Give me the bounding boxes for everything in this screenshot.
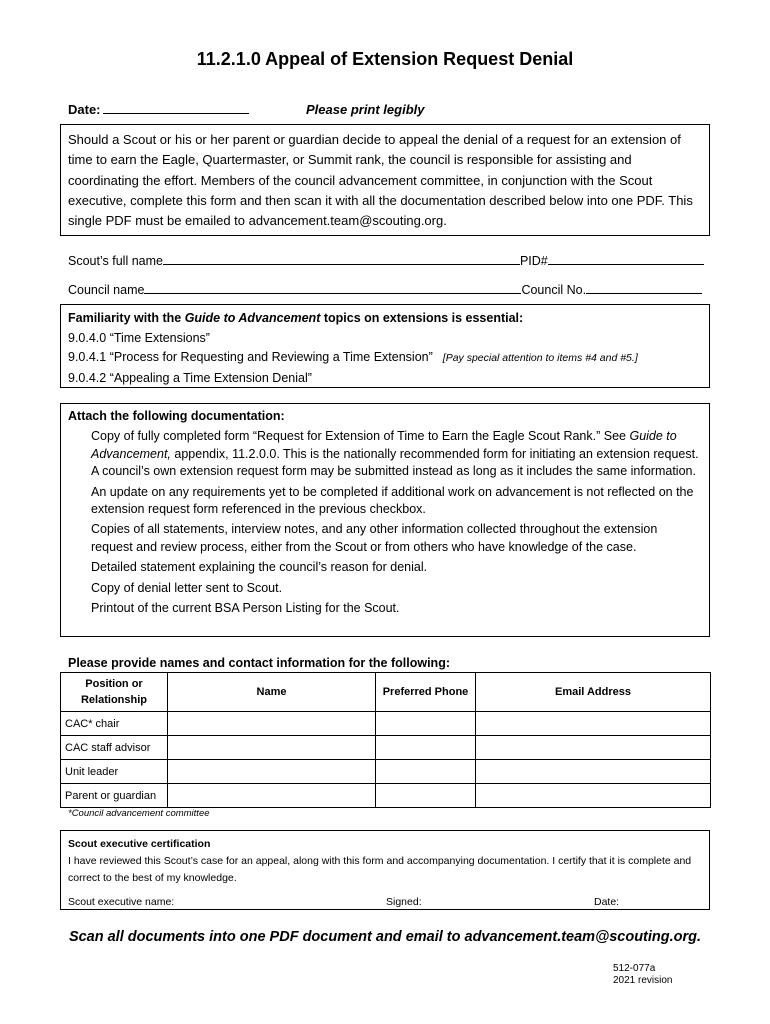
scan-instructions: Scan all documents into one PDF document and email to advancement.team@scouting.org. [68,929,702,945]
email-cell[interactable] [476,784,711,808]
date-field [68,102,249,117]
council-name-field [68,281,702,297]
intro-text: Should a Scout or his or her parent or guardian decide to appeal the denial of a request for an extension of time to earn the Eagle, Quartermaster, or Summit rank, the council is responsible for assisting and coordinating the effort. Members of the council advancement committee, in conjunction with the Scout executive, complete this form and then scan it with all the documentation described below into one PDF. This single PDF must be emailed to advancement.team@scouting.org. [68,132,693,229]
row-label: CAC* chair [61,712,168,736]
table-row [61,760,711,784]
contacts-table [60,672,711,808]
guide-title: Guide to Advancement, [91,429,677,461]
certification-heading: Scout executive certification [68,838,211,850]
form-number: 512-077a [613,963,656,974]
pid-label: PID# [519,254,548,268]
table-header-row [61,673,711,712]
scout-name-field [68,252,704,268]
date-label: Date: [68,102,101,117]
date-input-line[interactable] [103,102,249,114]
topic-item: 9.0.4.2 “Appealing a Time Extension Denial” [68,370,312,385]
council-name-line[interactable] [144,281,521,294]
table-row [61,712,711,736]
form-number-block [613,963,672,987]
scout-name-label: Scout’s full name [68,254,163,268]
certification-text: I have reviewed this Scout’s case for an appeal, along with this form and accompanying documentation. I certify that it is complete and correct to the best of my knowledge. [68,855,692,884]
contacts-heading: Please provide names and contact information for the following: [68,656,450,670]
attachment-item[interactable]: Detailed statement explaining the council’s reason for denial. [91,560,428,575]
intro-box [60,124,710,236]
attachment-item[interactable]: Copy of denial letter sent to Scout. [91,580,283,595]
topic-item: 9.0.4.0 “Time Extensions” [68,330,210,345]
guide-title: Guide to Advancement [184,311,321,325]
footnote: *Council advancement committee [68,808,210,819]
phone-cell[interactable] [376,712,476,736]
certification-box [60,830,710,910]
attachments-heading: Attach the following documentation: [68,409,285,423]
signature-row [68,894,702,911]
page-title: 11.2.1.0 Appeal of Extension Request Denial [196,49,574,69]
attachments-box [60,403,710,637]
column-header: Position or Relationship [61,673,168,712]
attachment-item[interactable]: Printout of the current BSA Person Listing for the Scout. [91,601,400,616]
council-name-label: Council name [68,283,145,297]
row-label: Parent or guardian [61,784,168,808]
column-header: Name [168,673,376,712]
executive-name-label[interactable]: Scout executive name: [68,896,175,908]
scout-name-line[interactable] [163,252,520,265]
topic-item [68,348,702,369]
email-cell[interactable] [476,736,711,760]
column-header: Email Address [476,673,711,712]
familiarity-box [60,304,710,388]
name-cell[interactable] [168,760,376,784]
council-no-label: Council No. [521,283,587,297]
pid-line[interactable] [548,252,704,265]
name-cell[interactable] [168,712,376,736]
attachment-item[interactable]: Copies of all statements, interview notes, and any other information collected throughout the extension request and review process, either from the Scout or from others who have knowledge of the case. [91,522,658,554]
phone-cell[interactable] [376,736,476,760]
table-row [61,736,711,760]
familiarity-heading [68,309,702,329]
row-label: Unit leader [61,760,168,784]
email-cell[interactable] [476,712,711,736]
attachment-item[interactable]: An update on any requirements yet to be completed if additional work on advancement is not reflected on the extension request form referenced in the previous checkbox. [91,484,694,517]
attachment-text: Copy of fully completed form “Request for Extension of Time to Earn the Eagle Scout Rank.” See [91,429,630,444]
attachment-item[interactable] [68,428,702,480]
familiarity-heading-part: topics on extensions is essential: [320,311,524,325]
table-row [61,784,711,808]
print-legibly-note: Please print legibly [306,102,425,117]
attention-note: [Pay special attention to items #4 and #5.] [442,352,638,364]
attachment-text: appendix, 11.2.0.0. This is the nationally recommended form for initiating an extension request. A council’s own extension request form may be submitted instead as long as it includes the same information. [91,446,699,479]
email-cell[interactable] [476,760,711,784]
column-header: Preferred Phone [376,673,476,712]
revision: 2021 revision [613,975,673,986]
council-no-line[interactable] [586,281,702,294]
cert-date-label[interactable]: Date: [594,896,620,908]
phone-cell[interactable] [376,784,476,808]
row-label: CAC staff advisor [61,736,168,760]
name-cell[interactable] [168,736,376,760]
topic-item-text: 9.0.4.1 “Process for Requesting and Reviewing a Time Extension” [68,350,433,364]
phone-cell[interactable] [376,760,476,784]
signed-label[interactable]: Signed: [386,896,422,908]
name-cell[interactable] [168,784,376,808]
familiarity-heading-part: Familiarity with the [68,311,185,325]
